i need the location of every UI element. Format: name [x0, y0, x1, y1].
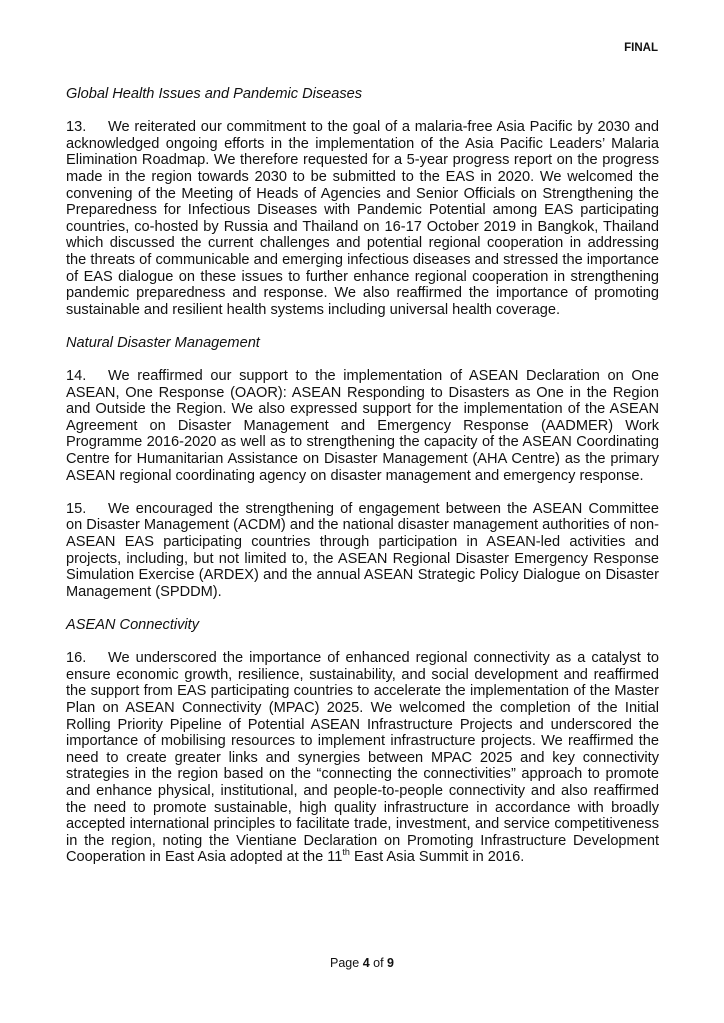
- paragraph-16: [66, 650, 659, 866]
- paragraph-text: We encouraged the strengthening of engagement between the ASEAN Committee on Disaster Management (ACDM) and the national disaster management authorities of non-ASEAN EAS participating countries through participation in ASEAN-led activities and projects, including, but not limited to, the ASEAN Regional Disaster Emergency Response Simulation Exercise (ARDEX) and the annual ASEAN Strategic Policy Dialogue on Disaster Management (SPDDM).: [66, 500, 659, 600]
- page-number-footer: [0, 956, 724, 970]
- paragraph-number: 13.: [66, 119, 87, 136]
- section-heading-global-health: Global Health Issues and Pandemic Diseases: [66, 86, 363, 102]
- page-label: Page: [330, 956, 363, 970]
- document-status-label: FINAL: [624, 42, 658, 54]
- document-body: [66, 86, 659, 883]
- section-heading-asean-connectivity: ASEAN Connectivity: [66, 617, 200, 633]
- current-page: 4: [362, 956, 370, 970]
- total-pages: 9: [387, 956, 394, 970]
- paragraph-13: [66, 119, 659, 318]
- paragraph-15: [66, 501, 659, 601]
- paragraph-text-end: East Asia Summit in 2016.: [349, 849, 525, 866]
- paragraph-14: [66, 368, 659, 484]
- paragraph-number: 15.: [66, 500, 87, 517]
- paragraph-number: 14.: [66, 368, 87, 385]
- page-of-label: of: [369, 956, 388, 970]
- paragraph-text: We reaffirmed our support to the implementation of ASEAN Declaration on One ASEAN, One Response (OAOR): ASEAN Responding to Disasters as One in the Region and Outside the Region. We also expressed support for the implementation of the ASEAN Agreement on Disaster Management and Emergency Response (AADMER) Work Programme 2016-2020 as well as to strengthening the capacity of the ASEAN Coordinating Centre for Humanitarian Assistance on Disaster Management (AHA Centre) as the primary ASEAN regional coordinating agency on disaster management and emergency response.: [66, 368, 659, 484]
- paragraph-text: We underscored the importance of enhanced regional connectivity as a catalyst to ensure economic growth, resilience, sustainability, and social development and reaffirmed the support from EAS participating countries to accelerate the implementation of the Master Plan on ASEAN Connectivity (MPAC) 2025. We welcomed the completion of the Initial Rolling Priority Pipeline of Potential ASEAN Infrastructure Projects and underscored the importance of mobilising resources to implement infrastructure projects. We reaffirmed the need to create greater links and synergies between MPAC 2025 and key connectivity strategies in the region based on the “connecting the connectivities” approach to promote and enhance physical, institutional, and people-to-people connectivity and also reaffirmed the need to promote sustainable, high quality infrastructure in accordance with broadly accepted international principles to facilitate trade, investment, and service competitiveness in the region, noting the Vientiane Declaration on Promoting Infrastructure Development Cooperation in East Asia adopted at the 11: [66, 650, 659, 866]
- ordinal-superscript: th: [342, 847, 350, 858]
- section-heading-natural-disaster: Natural Disaster Management: [66, 334, 260, 351]
- paragraph-text: We reiterated our commitment to the goal of a malaria-free Asia Pacific by 2030 and acknowledged ongoing efforts in the implementation of the Asia Pacific Leaders’ Malaria Elimination Roadmap. We therefore requested for a 5-year progress report on the progress made in the region towards 2030 to be submitted to the EAS in 2020. We welcomed the convening of the Meeting of Heads of Agencies and Senior Officials on Strengthening the Preparedness for Infectious Diseases with Pandemic Potential among EAS participating countries, co-hosted by Russia and Thailand on 16-17 October 2019 in Bangkok, Thailand which discussed the current challenges and potential regional cooperation in addressing the threats of communicable and emerging infectious diseases and stressed the importance of EAS dialogue on these issues to further enhance regional cooperation in strengthening pandemic preparedness and response. We also reaffirmed the importance of promoting sustainable and resilient health systems including universal health coverage.: [66, 119, 659, 318]
- paragraph-number: 16.: [66, 650, 87, 667]
